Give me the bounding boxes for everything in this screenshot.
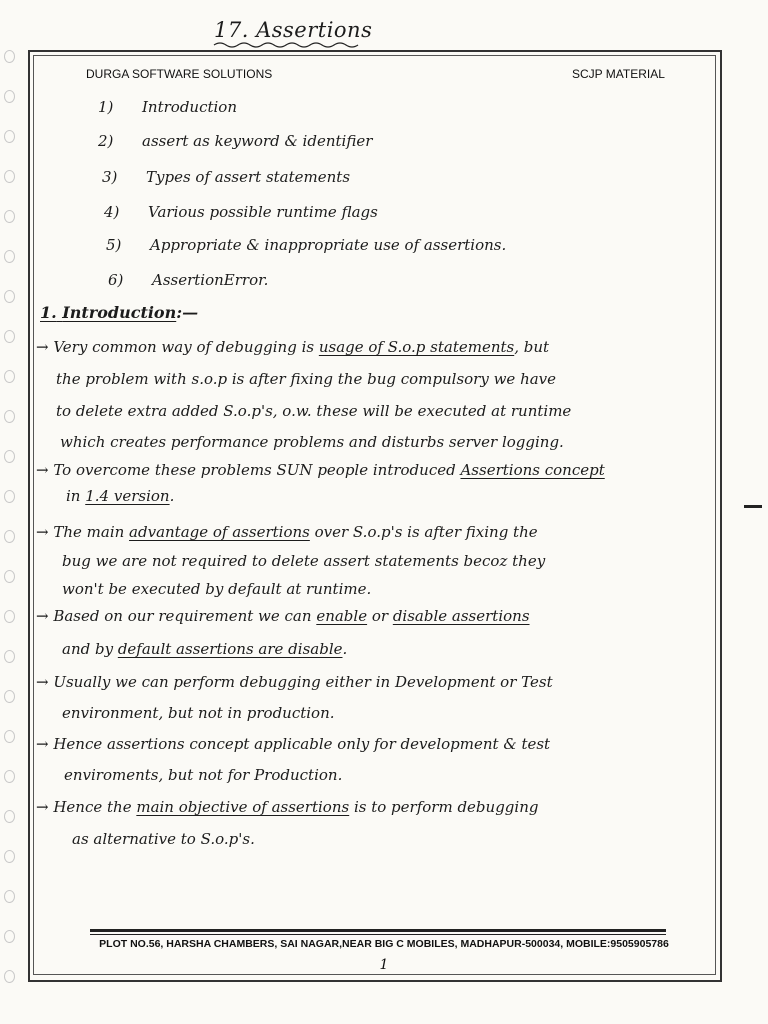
binding-hole <box>4 90 15 103</box>
text-line <box>36 461 605 479</box>
page-title: 17. Assertions <box>214 18 373 42</box>
toc-text: assert as keyword & identifier <box>142 132 373 150</box>
text-line <box>36 607 530 625</box>
binding-hole <box>4 650 15 663</box>
binding-holes <box>4 40 18 1020</box>
text-span: → Hence the <box>36 798 137 816</box>
page-number: 1 <box>379 957 389 973</box>
text-line: bug we are not required to delete assert statements becoz they <box>62 552 546 570</box>
text-line <box>36 338 549 356</box>
text-line <box>66 487 174 505</box>
toc-item <box>102 168 350 186</box>
toc-number: 4) <box>104 203 120 221</box>
binding-hole <box>4 410 15 423</box>
text-span: → The main <box>36 523 130 541</box>
section-suffix: :— <box>176 303 199 322</box>
footer-rule <box>90 934 666 935</box>
underlined-text: main objective of assertions <box>136 798 350 816</box>
binding-hole <box>4 210 15 223</box>
binding-hole <box>4 610 15 623</box>
binding-hole <box>4 570 15 583</box>
toc-text: AssertionError. <box>152 271 269 289</box>
text-span: , but <box>514 338 550 356</box>
text-line <box>62 640 347 658</box>
toc-number: 2) <box>98 132 114 150</box>
binding-hole <box>4 810 15 823</box>
text-line: as alternative to S.o.p's. <box>72 830 255 848</box>
toc-number: 5) <box>106 236 122 254</box>
footer-address: PLOT NO.56, HARSHA CHAMBERS, SAI NAGAR,NEAR BIG C MOBILES, MADHAPUR-500034, MOBILE:9505905786 <box>99 938 669 950</box>
toc-item <box>108 271 268 289</box>
binding-hole <box>4 290 15 303</box>
footer-rule <box>90 929 666 932</box>
text-span: or <box>367 607 393 625</box>
toc-number: 1) <box>98 98 114 116</box>
toc-text: Introduction <box>142 98 237 116</box>
underlined-text: advantage of assertions <box>129 523 310 541</box>
title-underline <box>212 40 362 50</box>
text-line <box>36 798 538 816</box>
underlined-text: usage of S.o.p statements <box>318 338 515 356</box>
text-span: → Based on our requirement we can <box>36 607 317 625</box>
text-span: is to perform debugging <box>349 798 539 816</box>
text-line: environment, but not in production. <box>62 704 335 722</box>
text-line: → Hence assertions concept applicable only for development & test <box>36 735 551 753</box>
margin-mark <box>744 505 762 508</box>
toc-item <box>98 98 237 116</box>
underlined-text: disable assertions <box>392 607 530 625</box>
section-title: Introduction <box>62 303 177 322</box>
text-line: the problem with s.o.p is after fixing the bug compulsory we have <box>56 370 557 388</box>
toc-number: 6) <box>108 271 124 289</box>
toc-text: Types of assert statements <box>146 168 351 186</box>
binding-hole <box>4 690 15 703</box>
binding-hole <box>4 490 15 503</box>
toc-item <box>98 132 372 150</box>
text-line: which creates performance problems and disturbs server logging. <box>60 433 564 451</box>
text-span: in <box>66 487 86 505</box>
binding-hole <box>4 50 15 63</box>
text-line: enviroments, but not for Production. <box>64 766 343 784</box>
underlined-text: Assertions concept <box>460 461 605 479</box>
binding-hole <box>4 730 15 743</box>
binding-hole <box>4 370 15 383</box>
text-span: . <box>342 640 348 658</box>
text-line: won't be executed by default at runtime. <box>62 580 372 598</box>
text-span: over S.o.p's is after fixing the <box>309 523 538 541</box>
binding-hole <box>4 530 15 543</box>
text-line: → Usually we can perform debugging either in Development or Test <box>36 673 553 691</box>
underlined-text: default assertions are disable <box>117 640 343 658</box>
toc-number: 3) <box>102 168 118 186</box>
binding-hole <box>4 170 15 183</box>
underlined-text: enable <box>316 607 368 625</box>
text-line <box>36 523 538 541</box>
toc-text: Appropriate & inappropriate use of assertions. <box>150 236 507 254</box>
toc-item <box>106 236 506 254</box>
binding-hole <box>4 890 15 903</box>
binding-hole <box>4 450 15 463</box>
section-number: 1. <box>40 303 57 322</box>
text-span: → Very common way of debugging is <box>36 338 319 356</box>
toc-item <box>104 203 378 221</box>
binding-hole <box>4 770 15 783</box>
section-heading <box>40 303 198 322</box>
toc-text: Various possible runtime flags <box>148 203 378 221</box>
binding-hole <box>4 850 15 863</box>
publisher-name: DURGA SOFTWARE SOLUTIONS <box>86 67 273 81</box>
text-span: → To overcome these problems SUN people introduced <box>36 461 461 479</box>
underlined-text: 1.4 version <box>85 487 170 505</box>
text-line: to delete extra added S.o.p's, o.w. these will be executed at runtime <box>56 402 572 420</box>
text-span: . <box>169 487 175 505</box>
binding-hole <box>4 250 15 263</box>
text-span: and by <box>62 640 118 658</box>
material-label: SCJP MATERIAL <box>572 67 665 81</box>
binding-hole <box>4 130 15 143</box>
binding-hole <box>4 330 15 343</box>
